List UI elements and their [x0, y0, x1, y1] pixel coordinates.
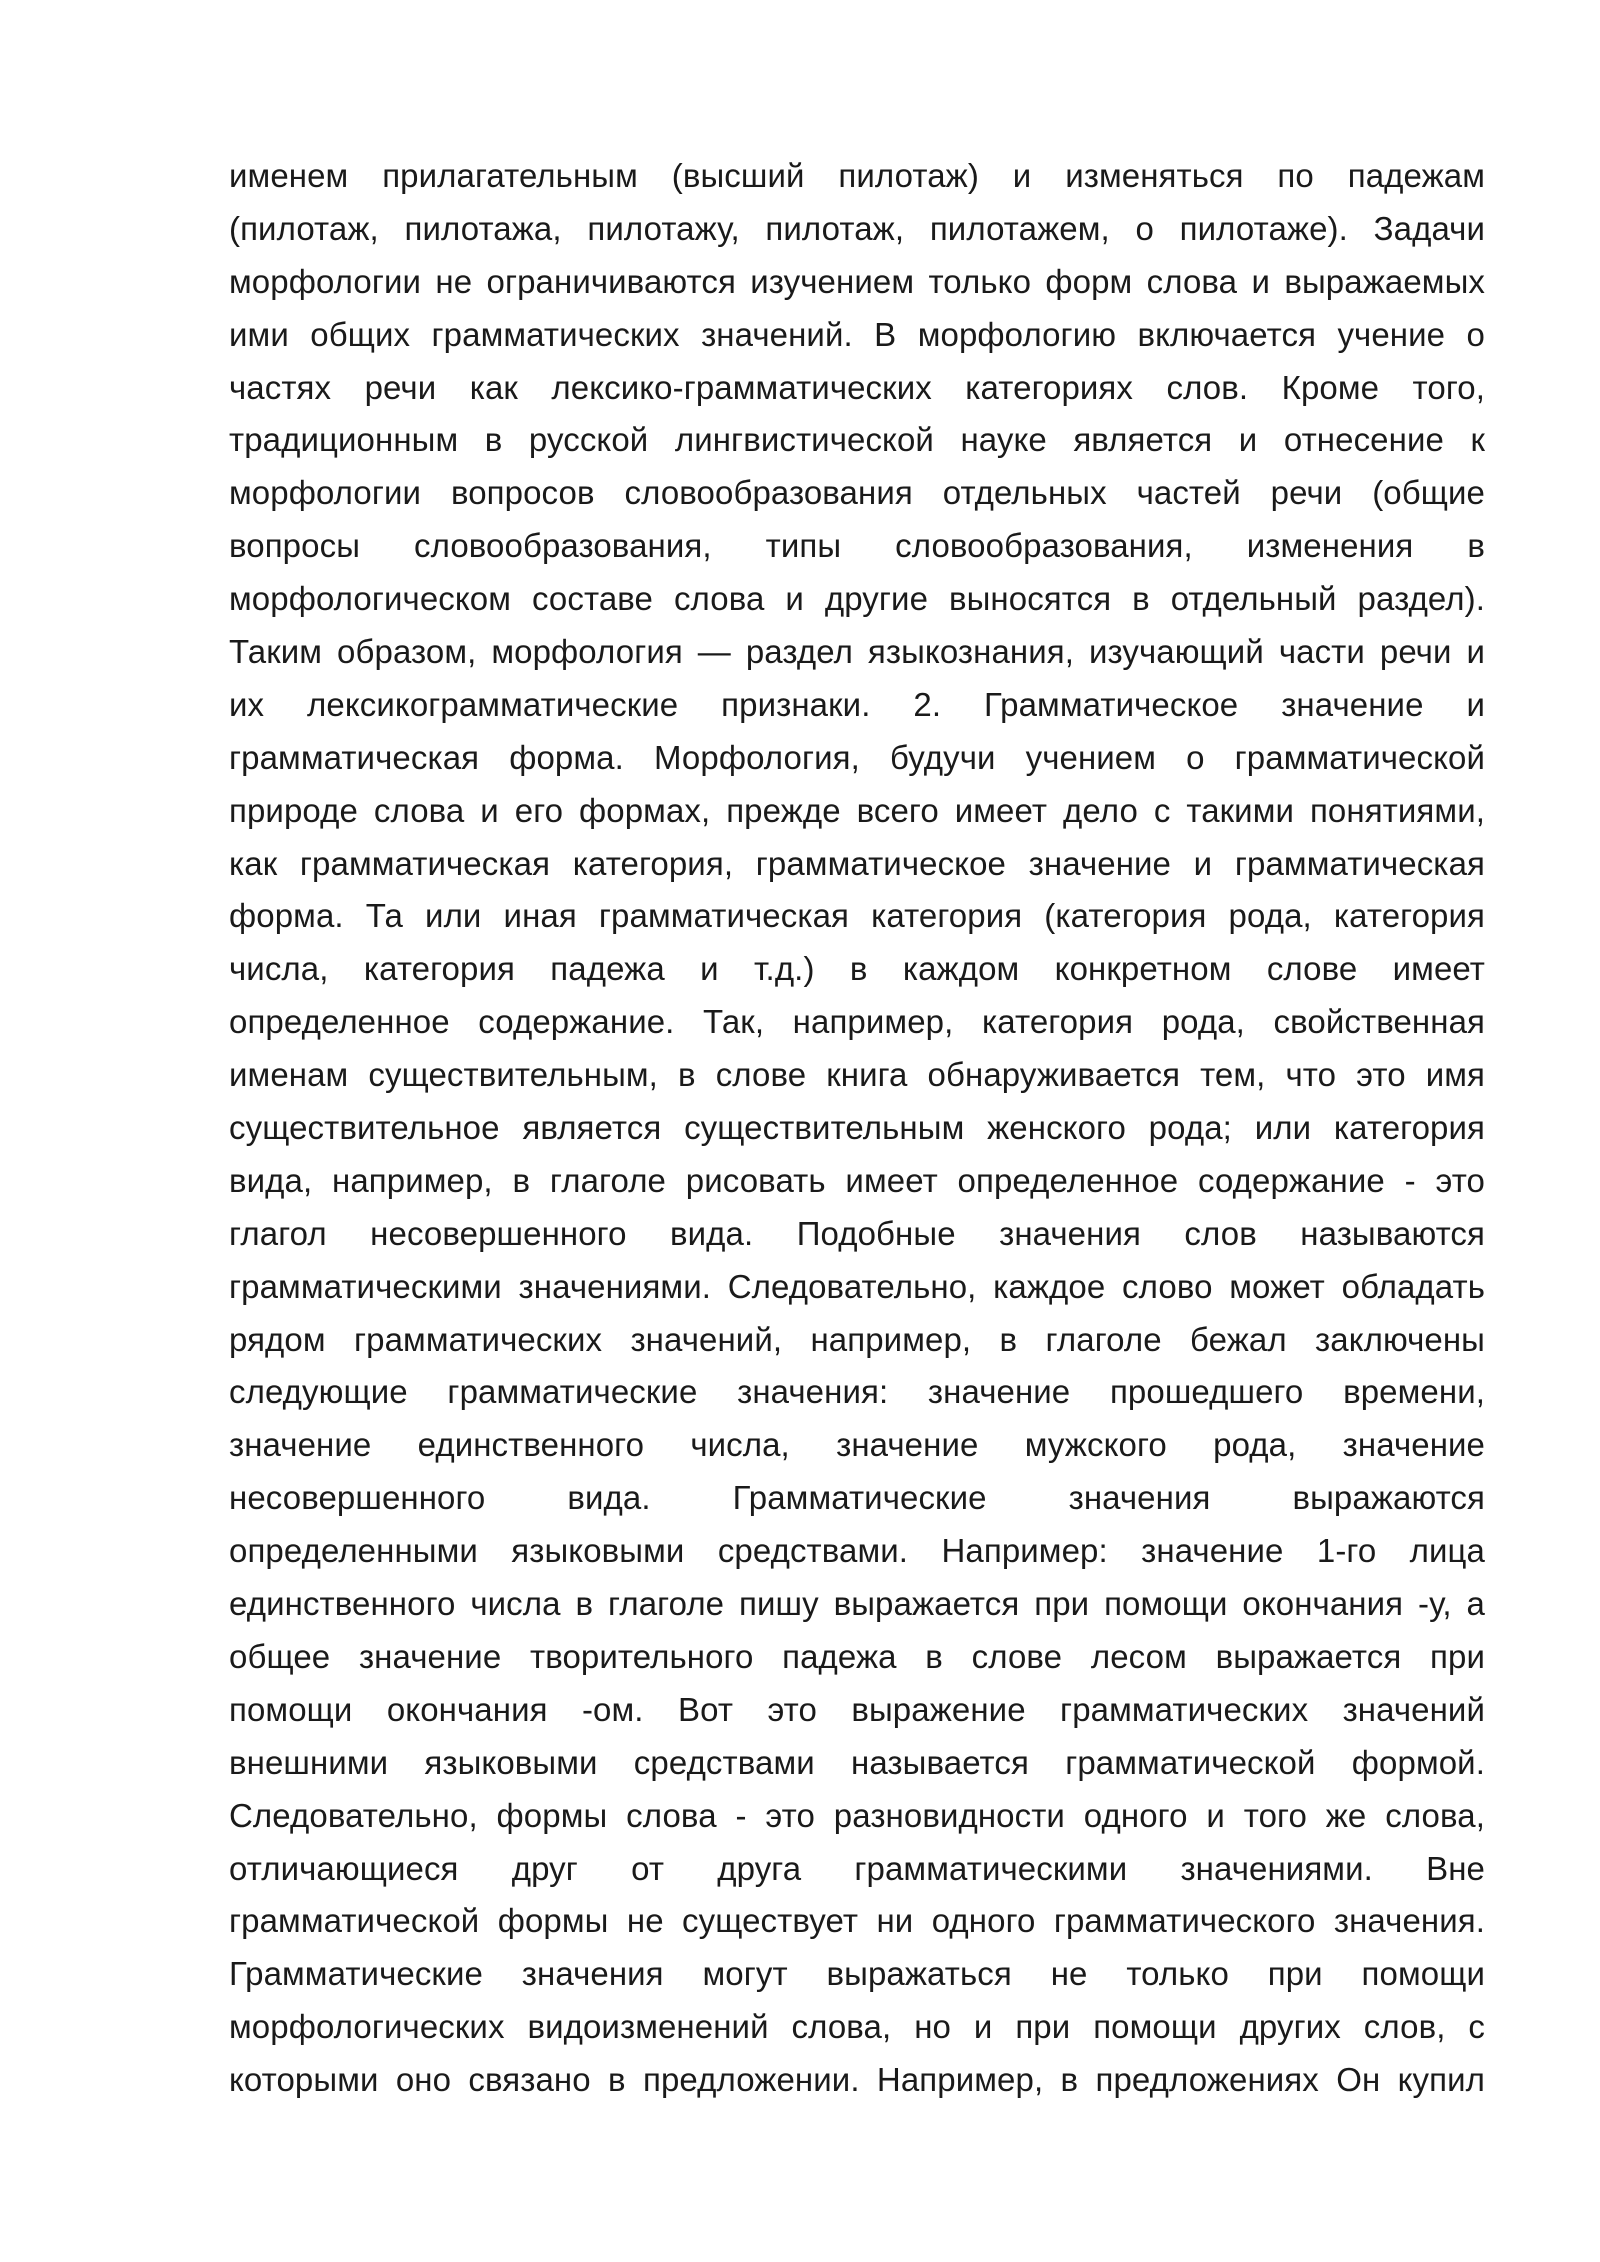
text-line: глагол несовершенного вида. Подобные значения слов называются [229, 1214, 1485, 1252]
text-line: природе слова и его формах, прежде всего имеет дело с такими понятиями, [229, 791, 1485, 829]
text-line: числа, категория падежа и т.д.) в каждом конкретном слове имеет [229, 950, 1485, 988]
text-line: Следовательно, формы слова - это разновидности одного и того же слова, [229, 1796, 1485, 1834]
text-line: морфологических видоизменений слова, но и при помощи других слов, с [229, 2008, 1485, 2046]
text-line: Таким образом, морфология — раздел языкознания, изучающий части речи и [229, 633, 1485, 671]
text-line: отличающиеся друг от друга грамматическими значениями. Вне [229, 1849, 1485, 1887]
text-line: как грамматическая категория, грамматическое значение и грамматическая [229, 844, 1485, 882]
text-line: которыми оно связано в предложении. Например, в предложениях Он купил [229, 2061, 1485, 2099]
text-line: рядом грамматических значений, например, в глаголе бежал заключены [229, 1320, 1485, 1358]
text-line: ими общих грамматических значений. В морфологию включается учение о [229, 315, 1485, 353]
text-line: морфологии не ограничиваются изучением только форм слова и выражаемых [229, 262, 1485, 300]
text-line: единственного числа в глаголе пишу выражается при помощи окончания -у, а [229, 1585, 1485, 1623]
text-line: частях речи как лексико-грамматических категориях слов. Кроме того, [229, 368, 1485, 406]
text-line: именам существительным, в слове книга обнаруживается тем, что это имя [229, 1056, 1485, 1094]
text-line: существительное является существительным женского рода; или категория [229, 1109, 1485, 1147]
text-line: вопросы словообразования, типы словообразования, изменения в [229, 527, 1485, 565]
text-line: грамматической формы не существует ни одного грамматического значения. [229, 1902, 1485, 1940]
text-line: традиционным в русской лингвистической науке является и отнесение к [229, 421, 1485, 459]
text-line: общее значение творительного падежа в слове лесом выражается при [229, 1637, 1485, 1675]
text-line: именем прилагательным (высший пилотаж) и изменяться по падежам [229, 157, 1485, 194]
text-line: их лексикограмматические признаки. 2. Грамматическое значение и [229, 685, 1485, 723]
text-line: (пилотаж, пилотажа, пилотажу, пилотаж, пилотажем, о пилотаже). Задачи [229, 209, 1485, 247]
body-text [229, 150, 1485, 2107]
text-line: следующие грамматические значения: значение прошедшего времени, [229, 1373, 1485, 1411]
text-line: помощи окончания -ом. Вот это выражение грамматических значений [229, 1690, 1485, 1728]
text-line: форма. Та или иная грамматическая категория (категория рода, категория [229, 897, 1485, 935]
text-line: морфологическом составе слова и другие выносятся в отдельный раздел). [229, 580, 1485, 618]
text-line: несовершенного вида. Грамматические значения выражаются [229, 1479, 1485, 1517]
text-line: внешними языковыми средствами называется грамматической формой. [229, 1743, 1485, 1781]
text-line: определенное содержание. Так, например, категория рода, свойственная [229, 1003, 1485, 1041]
text-line: Грамматические значения могут выражаться не только при помощи [229, 1955, 1485, 1993]
text-line: значение единственного числа, значение мужского рода, значение [229, 1426, 1485, 1464]
text-line: морфологии вопросов словообразования отдельных частей речи (общие [229, 474, 1485, 512]
text-line: грамматическая форма. Морфология, будучи учением о грамматической [229, 738, 1485, 776]
text-line: вида, например, в глаголе рисовать имеет определенное содержание - это [229, 1161, 1485, 1199]
text-line: грамматическими значениями. Следовательно, каждое слово может обладать [229, 1267, 1485, 1305]
text-line: определенными языковыми средствами. Например: значение 1-го лица [229, 1532, 1485, 1570]
